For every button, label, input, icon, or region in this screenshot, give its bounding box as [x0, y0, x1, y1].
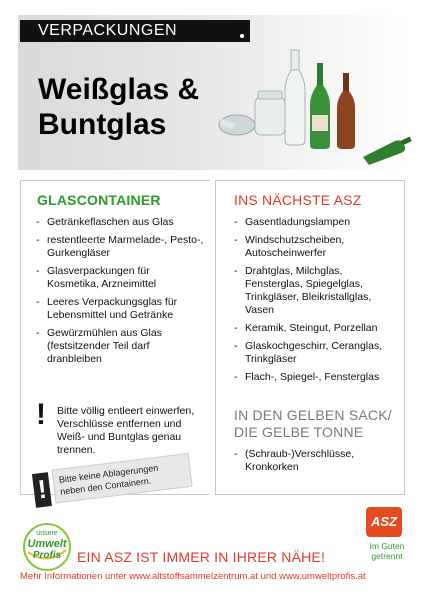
title-line-2: Buntglas	[38, 108, 167, 141]
note-exclamation-icon: !	[32, 472, 52, 508]
svg-text:Umwelt: Umwelt	[27, 538, 67, 550]
exclamation-icon: !	[36, 398, 46, 431]
lying-clear-bottle-icon	[219, 115, 255, 135]
list-item: - Keramik, Steingut, Porzellan	[234, 322, 399, 335]
category-bar	[20, 20, 250, 42]
list-item: - Leeres Verpackungsglas für Lebensmittel und Getränke	[36, 296, 204, 322]
gelber-sack-heading-line-1: IN DEN GELBEN SACK/	[234, 407, 392, 423]
title-line-1: Weißglas &	[38, 73, 200, 106]
umweltprofis-logo	[22, 522, 72, 572]
list-item: - Flach-, Spiegel-, Fensterglas	[234, 371, 399, 384]
slogan: EIN ASZ IST IMMER IN IHRER NÄHE!	[77, 549, 326, 565]
gelber-sack-heading	[234, 407, 392, 441]
gelber-sack-heading-line-2: DIE GELBE TONNE	[234, 424, 364, 440]
asz-tagline: Im Guten getrennt	[369, 541, 405, 561]
category-label: VERPACKUNGEN	[38, 22, 178, 39]
list-item: - Glaskochgeschirr, Ceranglas, Trinkgläser	[234, 340, 399, 366]
gelber-sack-list	[234, 448, 399, 479]
jar-icon	[255, 91, 285, 135]
category-dot	[240, 34, 244, 38]
list-item: - Getränkeflaschen aus Glas	[36, 216, 204, 229]
list-item: - Glasverpackungen für Kosmetika, Arzneimittel	[36, 265, 204, 291]
svg-text:unsere: unsere	[36, 530, 58, 537]
more-info-text: Mehr Informationen unter www.altstoffsammelzentrum.at und www.umweltprofis.at	[20, 571, 366, 582]
list-item: - Gewürzmühlen aus Glas (festsitzender Teil darf dranbleiben	[36, 327, 204, 366]
asz-list	[234, 216, 399, 389]
list-item: - (Schraub-)Verschlüsse, Kronkorken	[234, 448, 399, 474]
glascontainer-list	[36, 216, 204, 371]
asz-logo: ASZ	[366, 507, 402, 537]
list-item: - Windschutzscheiben, Autoscheinwerfer	[234, 234, 399, 260]
list-item: - restentleerte Marmelade-, Pesto-, Gurkengläser	[36, 234, 204, 260]
list-item: - Gasentladungslampen	[234, 216, 399, 229]
tall-clear-bottle-icon	[285, 50, 305, 145]
lying-green-bottle-icon	[363, 137, 412, 165]
page-title	[38, 72, 199, 142]
brown-bottle-icon	[337, 73, 355, 149]
glass-bottles-illustration	[215, 45, 415, 165]
green-bottle-icon	[310, 63, 330, 149]
glascontainer-heading: GLASCONTAINER	[37, 192, 161, 208]
note-text: Bitte keine Ablagerungen neben den Containern.	[52, 453, 193, 504]
warning-text: Bitte völlig entleert einwerfen, Verschlüsse entfernen und Weiß- und Buntglas genau trennen.	[57, 405, 195, 456]
asz-heading: INS NÄCHSTE ASZ	[234, 192, 362, 208]
svg-text:Profis: Profis	[32, 550, 62, 561]
list-item: - Drahtglas, Milchglas, Fensterglas, Spiegelglas, Trinkgläser, Bleikristallglas, Vasen	[234, 265, 399, 317]
